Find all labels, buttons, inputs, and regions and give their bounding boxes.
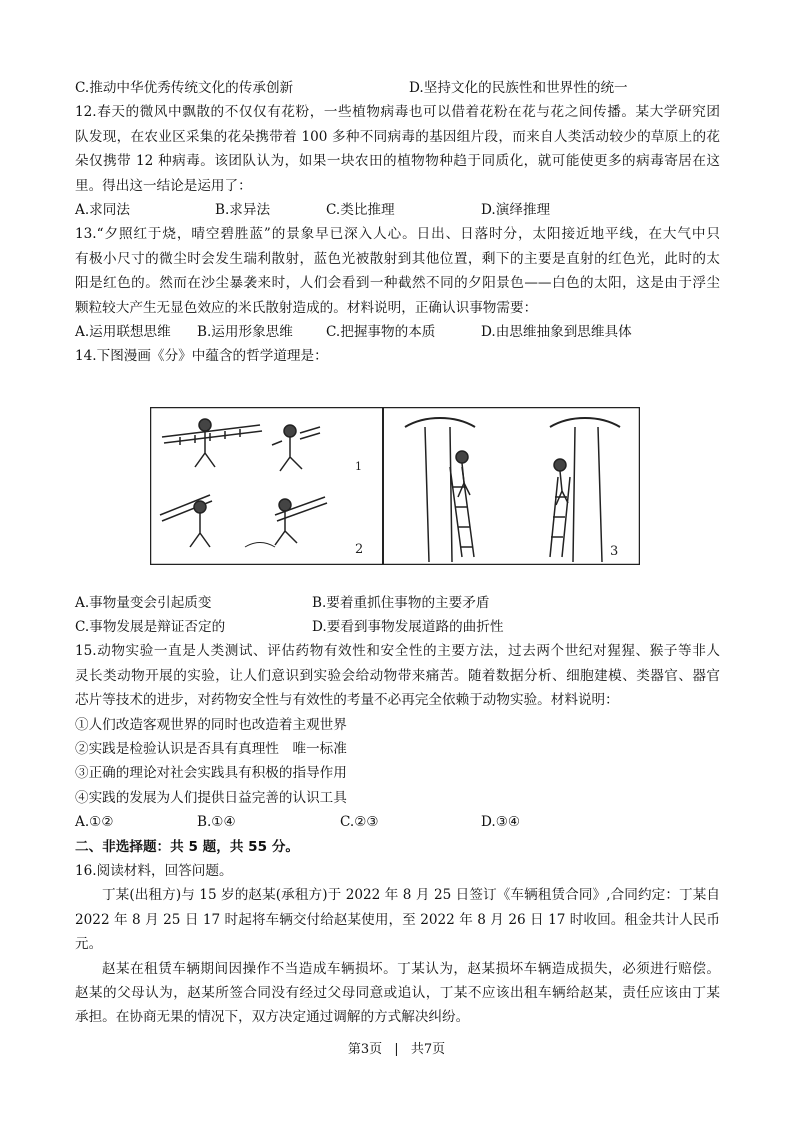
q16-p1-line: 元。 (75, 936, 103, 953)
q15-statement: ②实践是检验认识是否具有真理性 唯一标准 (75, 741, 347, 758)
section-heading: 二、非选择题：共 5 题，共 55 分。 (75, 838, 300, 855)
q15-statement: ①人们改造客观世界的同时也改造着主观世界 (75, 716, 347, 733)
comic-figure (150, 407, 640, 565)
q12-option-c: C.类比推理 (326, 201, 395, 218)
q13-line: 阳是红色的。然而在沙尘暴袭来时，人们会看到一种截然不同的夕阳景色——白色的太阳，这是由于浮尘 (75, 275, 720, 292)
q15-statement: ③正确的理论对社会实践具有积极的指导作用 (75, 765, 347, 782)
question-16 (75, 859, 720, 1030)
q14-option-b: B.要着重抓住事物的主要矛盾 (312, 594, 490, 611)
q13-option-c: C.把握事物的本质 (326, 323, 436, 340)
q14-option-c: C.事物发展是辩证否定的 (75, 619, 226, 636)
q12-line: 朵仅携带 12 种病毒。该团队认为，如果一块农田的植物物种趋于同质化，就可能使更多的病毒寄居在这 (75, 153, 720, 170)
question-15 (75, 639, 720, 834)
q15-option-a: A.①② (75, 814, 114, 831)
q13-line: 有极小尺寸的微尘时会发生瑞利散射，蓝色光被散射到其他位置，剩下的主要是直射的红色光，此时的太 (75, 250, 720, 267)
q16-p2-line: 赵某的父母认为，赵某所签合同没有经过父母同意或追认，丁某不应该出租车辆给赵某，责任应该由丁某 (75, 984, 720, 1001)
q14-option-a: A.事物量变会引起质变 (75, 594, 212, 611)
q14-options-row1 (75, 591, 720, 615)
q15-options (75, 810, 720, 834)
q14-options-row2 (75, 615, 720, 639)
q12-line: 队发现，在农业区采集的花朵携带着 100 多种不同病毒的基因组片段，而来自人类活动较少的草原上的花 (75, 128, 720, 145)
q16-p2-line: 承担。在协商无果的情况下，双方决定通过调解的方式解决纠纷。 (75, 1009, 470, 1026)
panel-label: 1 (355, 460, 362, 473)
page-number: 第3页 (347, 1042, 383, 1057)
q15-line: 芯片等技术的进步，对药物安全性与有效性的考量不必再完全依赖于动物实验。材料说明： (75, 692, 619, 709)
panel-2-trees-ladders (405, 418, 620, 562)
q13-option-d: D.由思维抽象到思维具体 (481, 323, 632, 340)
q15-option-c: C.②③ (340, 814, 379, 831)
page-total: 共7页 (410, 1042, 446, 1057)
q15-line: 15.动物实验一直是人类测试、评估药物有效性和安全性的主要方法，过去两个世纪对猩猩、猴子等非人 (75, 643, 720, 660)
panel-label: 3 (610, 544, 619, 559)
q16-p1-line: 丁某(出租方)与 15 岁的赵某(承租方)于 2022 年 8 月 25 日签订《车辆租赁合同》,合同约定：丁某自 (102, 887, 720, 904)
q11-option-d: D.坚持文化的民族性和世界性的统一 (409, 80, 628, 96)
q12-line: 12.春天的微风中飘散的不仅仅有花粉，一些植物病毒也可以借着花粉在花与花之间传播。某大学研究团 (75, 104, 720, 121)
panel-1-men-carrying-ladder (160, 419, 327, 547)
q13-line: 13.“夕照红于烧，晴空碧胜蓝”的景象早已深入人心。日出、日落时分，太阳接近地平线，在大气中只 (75, 226, 720, 243)
q14-option-d: D.要看到事物发展道路的曲折性 (312, 619, 504, 636)
question-12 (75, 100, 720, 222)
q13-options (75, 320, 720, 344)
q14-stem: 14.下图漫画《分》中蕴含的哲学道理是： (75, 348, 328, 365)
q15-line: 灵长类动物开展的实验，让人们意识到实验会给动物带来痛苦。随着数据分析、细胞建模、类器官、器官 (75, 667, 720, 684)
q13-option-b: B.运用形象思维 (197, 323, 293, 340)
q12-option-a: A.求同法 (75, 201, 130, 218)
q15-option-b: B.①④ (197, 814, 236, 831)
q15-statement: ④实践的发展为人们提供日益完善的认识工具 (75, 789, 347, 806)
q13-option-a: A.运用联想思维 (75, 323, 171, 340)
footer-separator: | (394, 1042, 399, 1057)
q16-p2-line: 赵某在租赁车辆期间因操作不当造成车辆损坏。丁某认为，赵某损坏车辆造成损失，必须进行赔偿。 (102, 960, 720, 977)
panel-label: 2 (355, 542, 364, 557)
question-13 (75, 222, 720, 344)
q16-p1-line: 2022 年 8 月 25 日 17 时起将车辆交付给赵某使用，至 2022 年 8 月 26 日 17 时收回。租金共计人民币 (75, 911, 720, 928)
page-footer (0, 1040, 793, 1060)
q13-line: 颗粒较大产生无显色效应的米氏散射造成的。材料说明，正确认识事物需要： (75, 299, 538, 316)
q12-option-d: D.演绎推理 (481, 201, 551, 218)
q15-option-d: D.③④ (481, 814, 521, 831)
q11-options (75, 76, 720, 100)
q12-line: 里。得出这一结论是运用了： (75, 177, 252, 194)
q11-option-c: C.推动中华优秀传统文化的传承创新 (75, 80, 294, 96)
q12-options (75, 198, 720, 222)
q12-option-b: B.求异法 (215, 201, 271, 218)
q16-stem: 16.阅读材料，回答问题。 (75, 862, 233, 879)
